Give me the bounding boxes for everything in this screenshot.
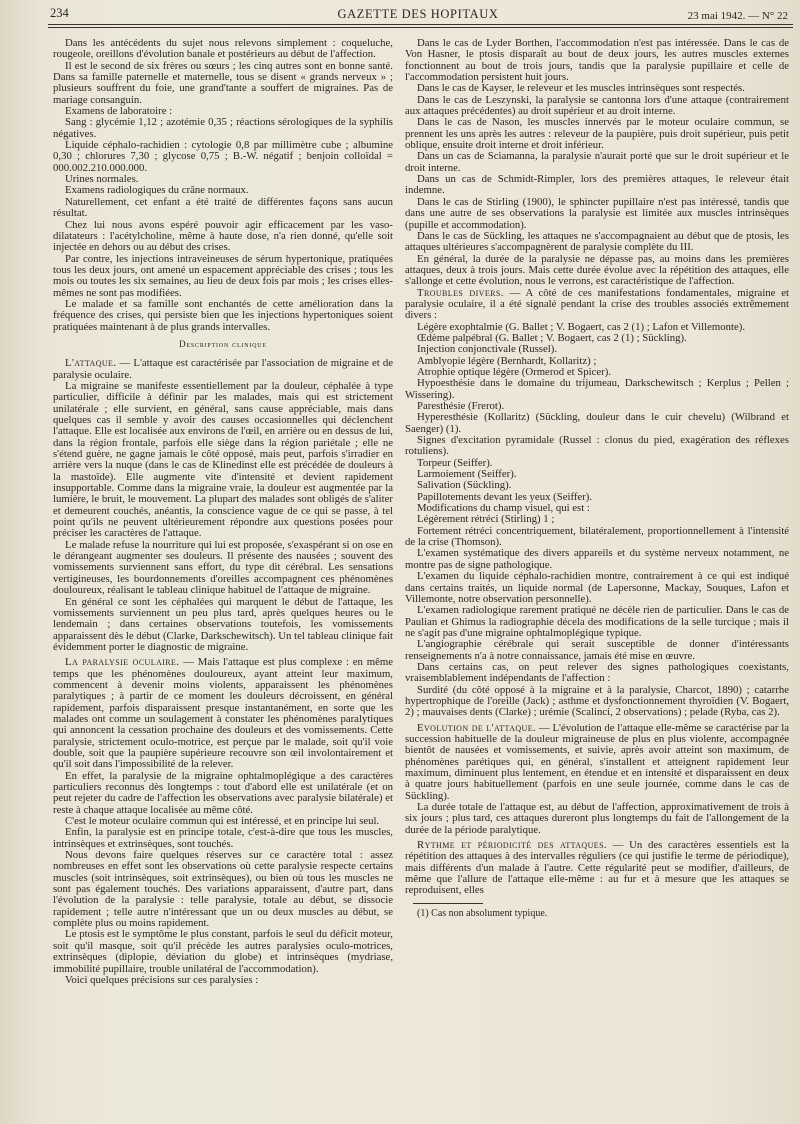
list-item: Légèrement rétréci (Stirling) 1 ; [417, 513, 555, 526]
paragraph [405, 723, 789, 802]
paragraph: Voici quelques précisions sur ces paralysies : [65, 973, 259, 986]
header-rule [48, 24, 793, 25]
paragraph: Enfin, la paralysie est en principe totale, c'est-à-dire que tous les muscles, intrinsèques et extrinsèques, sont touchés. [53, 826, 393, 850]
list-item: Modifications du champ visuel, qui est : [417, 502, 590, 515]
paragraph: L'examen du liquide céphalo-rachidien montre, contrairement à ce qui est indiqué dans certains traités, un liquide normal (de Lapersonne, Mackay, Souques, Lafon et Villemonte, notre observation personnelle). [405, 570, 789, 605]
list-item: Atrophie optique légère (Ormerod et Spicer). [417, 365, 612, 378]
list-item: Torpeur (Seiffer). [417, 456, 493, 469]
paragraph [53, 657, 393, 770]
right-column [405, 38, 789, 919]
list-item: Injection conjonctivale (Russel). [417, 343, 558, 356]
paragraph: L'angiographie cérébrale qui serait susceptible de donner d'intéressants renseignements n'a à notre connaissance, jamais été mise en œuvre. [405, 638, 789, 662]
paragraph: C'est le moteur oculaire commun qui est intéressé, et en principe lui seul. [65, 815, 380, 828]
list-item: Hyperesthésie (Kollaritz) (Sückling, douleur dans le cuir chevelu) (Wilbrand et Saenger) (1). [405, 411, 789, 435]
list-item: Larmoiement (Seiffer). [417, 468, 517, 481]
list-item: Légère exophtalmie (G. Ballet ; V. Bogaert, cas 2 (1) ; Lafon et Villemonte). [417, 320, 746, 333]
paragraph-lead: Evolution de l'attaque. [417, 721, 537, 734]
paragraph [53, 358, 393, 381]
paragraph: La migraine se manifeste essentiellement par la douleur, céphalée à type particulier, difficile à définir par les malades, mais qui est strictement unilatérale ; elle survient, en général, sans cause appréciable, mais dans quelques cas il semble y avoir des causes occasionnelles qui déclenchent l'attaque. Elle est localisée aux environs de l'œil, en arrière ou en dessus de lui, dans la région frontale, parfois elle siège dans la région pariétale ; elle ne s'étend guère, ne gagne jamais le côté opposé, mais peut, parfois s'irradier en arrière vers la nuque (dans le cas de Klinedinst elle est précédée de douleurs à la mastoïde). Elle augmente vite d'intensité et devient rapidement insupportable. Comme dans la migraine vraie, la douleur est augmentée par la lumière, le bruit, le mouvement. La plupart des malades sont obligés de s'aliter et demeurent couchés, anéantis, la conscience vague de ce qui se passe, à tel point qu'ils ne peuvent ultérieurement répondre aux questions posées pour préciser les caractères de l'attaque. [53, 379, 393, 540]
list-item: Signes d'excitation pyramidale (Russel : clonus du pied, exagération des réflexes rotuliens). [405, 434, 789, 458]
paragraph: Dans le cas de Leszynski, la paralysie se cantonna lors d'une attaque (contrairement aux attaques précédentes) au droit supérieur et au droit interne. [405, 93, 789, 118]
paragraph: Nous devons faire quelques réserves sur ce caractère total : assez nombreuses en effet sont les observations où cette paralysie respecte certains muscles (soit intrinsèques, soit extrinsèques), ou bien où tous les muscles ne sont pas également touchés. Des variations apparaissent, d'autre part, dans l'évolution de la paralysie : telle paralysie, totale au début, se dissocie rapidement ; telle autre n'intéressant que un ou deux muscles au début, se complète plus ou moins rapidement. [53, 849, 393, 930]
paragraph-lead: Rythme et périodicité des attaques. [417, 839, 608, 852]
paragraph: Dans le cas de Sückling, les attaques ne s'accompagnaient au début que de ptosis, les attaques ultérieures s'accompagnèrent de paralysie complète du III. [405, 229, 789, 254]
paragraph: Dans le cas de Nason, les muscles innervés par le moteur oculaire commun, se prennent les uns après les autres : releveur de la paupière, puis droit supérieur, puis petit oblique, ensuite droit interne et droit inférieur. [405, 116, 789, 152]
list-item: Paresthésie (Frerot). [417, 400, 505, 412]
section-heading: Description clinique [179, 338, 267, 349]
paragraph-text: — L'évolution de l'attaque elle-même se caractérise par la succession habituelle de la douleur migraineuse de plus en plus violente, accompagnée bientôt de nausées et vomissements, et suivie, après avoir atteint son maximum, de phénomènes parétiques qui, en général, s'installent et atteignent rapidement leur maximum, diminuent plus lentement, en étendue et en intensité et disparaissent en deux à quatre jours habituellement (parfois en une seule journée, comme dans le cas de Sückling). [405, 721, 789, 802]
paragraph: Examens radiologiques du crâne normaux. [65, 184, 249, 197]
list-item: Amblyopie légère (Bernhardt, Kollaritz) ; [417, 354, 597, 367]
paragraph: Dans le cas de Stirling (1900), le sphincter pupillaire n'est pas intéressé, tandis que dans une autre de ses observations la paralysie est limitée aux muscles intrinsèques (pupille et accommodation). [405, 195, 789, 231]
paragraph-lead: La paralysie oculaire. [65, 656, 180, 669]
paragraph: Urines normales. [65, 173, 139, 186]
paragraph: Examens de laboratoire : [65, 105, 173, 118]
list-item: Hypoesthésie dans le domaine du trijumeau, Darkschewitsch ; Kerplus ; Pellen ; Wissering). [405, 377, 789, 401]
footnote-rule [413, 903, 483, 904]
paragraph-text: — Un des caractères essentiels est la répétition des attaques à des intervalles réguliers (ce qui justifie le terme de périodique), mais différents d'un malade à l'autre. Cette régularité peut se modifier, d'ailleurs, de même que l'allure de l'attaque elle-même : au fur et à mesure que les attaques se reproduisent, elles [405, 839, 789, 897]
paragraph: Naturellement, cet enfant a été traité de différentes façons sans aucun résultat. [53, 195, 393, 220]
paragraph: Dans le cas de Kayser, le releveur et les muscles intrinsèques sont respectés. [417, 82, 745, 95]
paragraph: Le malade refuse la nourriture qui lui est proposée, s'exaspérant si on ose en le dérangeant augmenter ses douleurs. Il présente des nausées ; souvent des vomissements surviennent sans effort, du type dit cérébral. Les sensations vertigineuses, les bourdonnements d'oreilles accompagnent ces phénomènes douloureux, réalisant le tableau clinique habituel de l'attaque de migraine. [53, 538, 393, 597]
paragraph: L'examen radiologique rarement pratiqué ne décèle rien de particulier. Dans le cas de Paulian et Ghimus la radiographie décela des modifications de la selle turcique ; mais il ne s'agit pas d'une migraine ophtalmoplégique typique. [405, 604, 789, 639]
list-item: Salivation (Sückling). [417, 479, 512, 492]
list-item: Fortement rétréci concentriquement, bilatéralement, proportionnellement à l'intensité de la crise (Thomson). [405, 524, 789, 549]
page-number: 234 [50, 6, 69, 20]
paragraph-text: — Mais l'attaque est plus complexe : en même temps que les phénomènes douloureux, ayant atteint leur maximum, commencent à devenir moins violents, apparaissent les phénomènes paralytiques ; à partir de ce moment les douleurs décroissent, en général rapidement, parfois disparaissent presque instantanément, en sorte que les malades ont comme un soulagement à constater les phénomènes paralytiques qui annoncent la cessation prochaine des douleurs et des vomissements. Cette paralysie, strictement oculo-motrice, est perçue par le malade, soit qu'il voie double, soit que la paupière supérieure recouvre son œil involontairement et qu'il soit dans l'impossibilité de la relever. [53, 656, 393, 771]
paragraph-text: — L'attaque est caractérisée par l'association de migraine et de paralysie oculaire. [53, 357, 393, 381]
journal-title: GAZETTE DES HOPITAUX [337, 7, 499, 21]
paragraph: Sang : glycémie 1,12 ; azotémie 0,35 ; réactions sérologiques de la syphilis négatives. [53, 116, 393, 140]
paragraph: Il est le second de six frères ou sœurs ; les cinq autres sont en bonne santé. Dans sa famille paternelle et maternelle, tous se disent « grands nerveux » ; plusieurs souffrent du foie, une grand'tante a souffert de migraines. Pas de mariage consanguin. [53, 59, 393, 106]
paragraph: La durée totale de l'attaque est, au début de l'affection, approximativement de trois à six jours ; plus tard, ces attaques dureront plus longtemps du fait de l'allongement de la durée de la période paralytique. [405, 801, 789, 836]
paragraph: Dans certains cas, on peut relever des signes pathologiques coexistants, vraisemblablement indépendants de l'affection : [405, 660, 789, 685]
paragraph: Liquide céphalo-rachidien : cytologie 0,8 par millimètre cube ; albumine 0,30 ; chlorures 7,30 ; glycose 0,75 ; B.-W. négatif ; benjoin colloïdal = 000.002.210.000.000. [53, 139, 393, 174]
paragraph [405, 840, 789, 897]
paragraph: Par contre, les injections intraveineuses de sérum hypertonique, pratiquées tous les deux jours, ont amené un espacement appréciable des crises ; tous les mois ou toutes les six semaines, au lieu de deux fois par mois ; les crises elles-mêmes ne sont pas modifiées. [53, 252, 393, 299]
paragraph: Le ptosis est le symptôme le plus constant, parfois le seul du déficit moteur, soit qu'il masque, soit qu'il précède les autres paralysies oculo-motrices, extrinsèques (diplopie, déviation du globe) et intrinsèques (mydriase, immobilité pupillaire, trouble unilatéral de l'accommodation). [53, 928, 393, 975]
paragraph: En général ce sont les céphalées qui marquent le début de l'attaque, les vomissements surviennent un peu plus tard, après quelques heures ou le lendemain ; dans certaines observations toutefois, les vomissements apparaissent dès le début (Clarke, Darkschewitsch). Un tel tableau clinique fait évidemment porter le diagnostic de migraine. [53, 595, 393, 653]
paragraph-lead: L'attaque. [65, 357, 117, 370]
left-column [53, 38, 393, 986]
paragraph [405, 288, 789, 322]
paragraph: Dans un cas de Schmidt-Rimpler, lors des premières attaques, le releveur était indemne. [405, 173, 789, 197]
footnote: (1) Cas non absolument typique. [417, 907, 548, 919]
paragraph: En effet, la paralysie de la migraine ophtalmoplégique a des caractères particuliers reconnus dès longtemps : tout d'abord elle est unilatérale (et on peut rejeter du cadre de l'affection les observations avec paralysie bilatérale) et reste à chaque attaque localisée au même côté. [53, 769, 393, 816]
list-item: Œdème palpébral (G. Ballet ; V. Bogaert, cas 2 (1) ; Sückling). [417, 331, 687, 344]
paragraph: Le malade et sa famille sont enchantés de cette amélioration dans la fréquence des crises, qui persiste bien que les injections hypertoniques soient pratiquées maintenant à de plus grands intervalles. [53, 297, 393, 333]
paragraph: Surdité (du côté opposé à la migraine et à la paralysie, Charcot, 1890) ; catarrhe hypertrophique de l'oreille (Jack) ; asthme et dysfonctionnement thyroïdien (V. Bogaert, 2) ; mauvaises dents (Clarke) ; urémie (Scalinci, 2 observations) ; pelade (Ryba, cas 2). [405, 683, 789, 719]
issue-date: 23 mai 1942. — N° 22 [687, 10, 788, 22]
paragraph-lead: Troubles divers. [417, 286, 504, 299]
paragraph: Chez lui nous avons espéré pouvoir agir efficacement par les vaso-dilatateurs : l'acétylcholine, même à haute dose, n'a rien donné, qu'elle soit injectée en dehors ou au début des crises. [53, 218, 393, 254]
paragraph: En général, la durée de la paralysie ne dépasse pas, au moins dans les premières attaques, deux à trois jours. Mais cette durée évolue avec la répétition des attaques, elle s'allonge et cette évolution, nous le verrons, est caractéristique de l'affection. [405, 252, 789, 288]
paragraph: Dans un cas de Sciamanna, la paralysie n'aurait porté que sur le droit supérieur et le droit interne. [405, 150, 789, 174]
running-header [48, 4, 788, 26]
paragraph: Dans le cas de Lyder Borthen, l'accommodation n'est pas intéressée. Dans le cas de Von Hasner, le ptosis disparaît au bout de deux jours, les autres muscles externes fonctionnent au bout de trois jours, tandis que la paralysie pupillaire et celle de l'accommodation persistent huit jours. [405, 37, 789, 84]
paragraph: Dans les antécédents du sujet nous relevons simplement : coqueluche, rougeole, oreillons d'évolution banale et postérieurs au début de l'affection. [53, 37, 393, 61]
header-rule-thin [48, 27, 793, 28]
list-item: Papillotements devant les yeux (Seiffer). [417, 490, 593, 503]
paragraph: L'examen systématique des divers appareils et du système nerveux notamment, ne montre pas de signe pathologique. [405, 547, 789, 571]
paragraph-text: — A côté de ces manifestations fondamentales, migraine et paralysie oculaire, il a été signalé pendant la crise des troubles associés extrêmement divers : [405, 286, 789, 322]
